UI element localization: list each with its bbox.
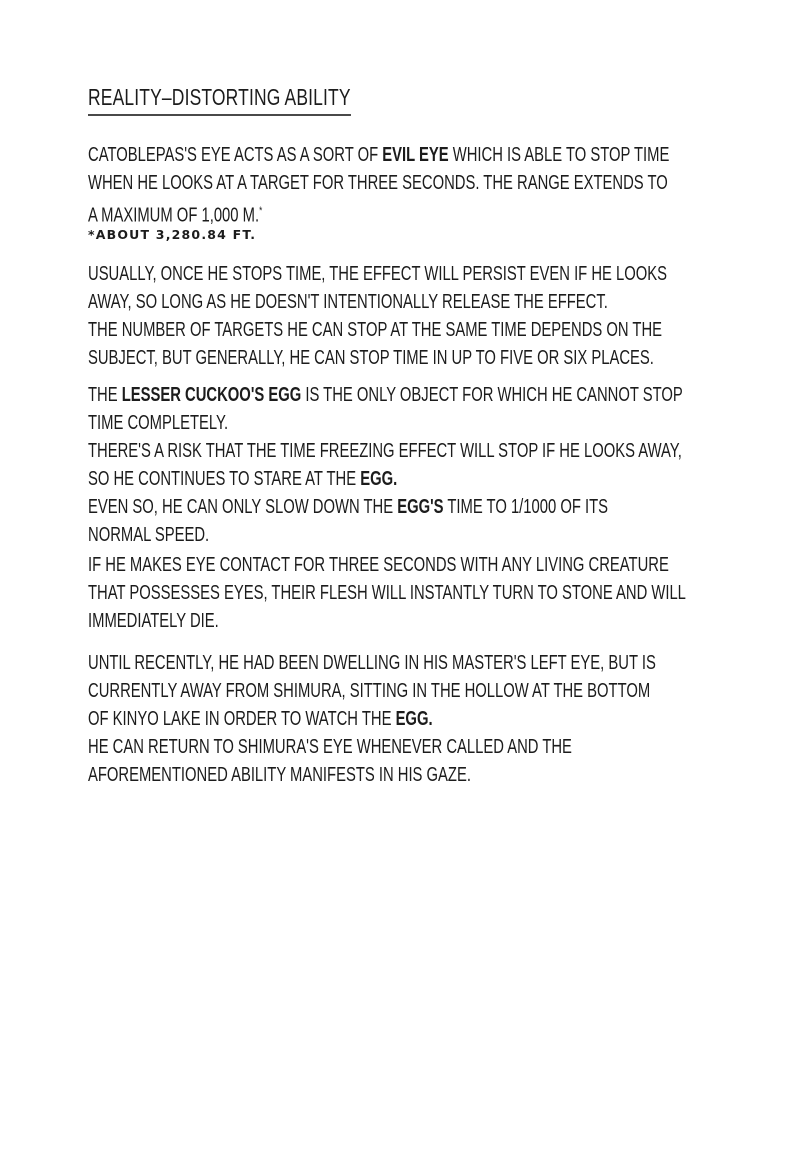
text-line xyxy=(88,705,656,733)
text-line xyxy=(88,169,669,197)
text-segment: THAT POSSESSES EYES, THEIR FLESH WILL INSTANTLY TURN TO STONE AND WILL xyxy=(88,582,686,604)
text-segment: EVIL EYE xyxy=(382,144,449,166)
text-line xyxy=(88,733,656,761)
text-segment: USUALLY, ONCE HE STOPS TIME, THE EFFECT WILL PERSIST EVEN IF HE LOOKS xyxy=(88,263,668,285)
text-line xyxy=(88,437,683,465)
text-line xyxy=(88,381,683,409)
text-line xyxy=(88,579,686,607)
paragraph-lesser-cuckoos-egg xyxy=(88,381,800,549)
text-line xyxy=(88,761,656,789)
text-line xyxy=(88,677,656,705)
text-segment: THE NUMBER OF TARGETS HE CAN STOP AT THE SAME TIME DEPENDS ON THE xyxy=(88,319,663,341)
text-segment: WHICH IS ABLE TO STOP TIME xyxy=(448,144,670,166)
text-segment: UNTIL RECENTLY, HE HAD BEEN DWELLING IN HIS MASTER'S LEFT EYE, BUT IS xyxy=(88,652,656,674)
text-segment: IS THE ONLY OBJECT FOR WHICH HE CANNOT STOP xyxy=(301,384,683,406)
text-line xyxy=(88,551,686,579)
text-segment: CURRENTLY AWAY FROM SHIMURA, SITTING IN THE HOLLOW AT THE BOTTOM xyxy=(88,680,651,702)
section-title-text: REALITY–DISTORTING ABILITY xyxy=(88,84,351,116)
text-segment: OF KINYO LAKE IN ORDER TO WATCH THE xyxy=(88,708,396,730)
text-line xyxy=(88,141,669,169)
paragraph-time-stop-persistence xyxy=(88,260,800,372)
text-segment: TIME COMPLETELY. xyxy=(88,412,229,434)
text-segment: A MAXIMUM OF 1,000 M. xyxy=(88,204,260,227)
text-line xyxy=(88,649,656,677)
text-segment: CATOBLEPAS'S EYE ACTS AS A SORT OF xyxy=(88,144,383,166)
footnote-conversion: *ABOUT 3,280.84 FT. xyxy=(88,227,257,242)
section-title xyxy=(88,84,351,116)
text-segment: IMMEDIATELY DIE. xyxy=(88,610,219,632)
text-line xyxy=(88,607,686,635)
text-segment: EGG. xyxy=(395,708,433,730)
paragraph-evil-eye-intro xyxy=(88,141,800,225)
text-segment: EGG'S xyxy=(397,496,444,518)
text-line xyxy=(88,465,683,493)
text-segment: EGG. xyxy=(360,468,398,490)
text-segment: IF HE MAKES EYE CONTACT FOR THREE SECONDS WITH ANY LIVING CREATURE xyxy=(88,554,669,576)
text-segment: THERE'S A RISK THAT THE TIME FREEZING EFFECT WILL STOP IF HE LOOKS AWAY, xyxy=(88,440,682,462)
text-line xyxy=(88,521,683,549)
text-segment: SUBJECT, BUT GENERALLY, HE CAN STOP TIME IN UP TO FIVE OR SIX PLACES. xyxy=(88,347,654,369)
text-line xyxy=(88,288,667,316)
text-line xyxy=(88,493,683,521)
text-segment: * xyxy=(259,205,263,217)
text-segment: TIME TO 1/1000 OF ITS xyxy=(443,496,609,518)
text-line xyxy=(88,260,667,288)
text-line xyxy=(88,316,667,344)
text-segment: WHEN HE LOOKS AT A TARGET FOR THREE SECONDS. THE RANGE EXTENDS TO xyxy=(88,172,668,194)
text-segment: HE CAN RETURN TO SHIMURA'S EYE WHENEVER CALLED AND THE xyxy=(88,736,572,758)
text-segment: LESSER CUCKOO'S EGG xyxy=(121,384,302,406)
text-segment: SO HE CONTINUES TO STARE AT THE xyxy=(88,468,361,490)
text-segment: AFOREMENTIONED ABILITY MANIFESTS IN HIS GAZE. xyxy=(88,764,471,786)
text-segment: NORMAL SPEED. xyxy=(88,524,210,546)
text-segment: THE xyxy=(88,384,122,406)
text-segment: EVEN SO, HE CAN ONLY SLOW DOWN THE xyxy=(88,496,398,518)
text-segment: AWAY, SO LONG AS HE DOESN'T INTENTIONALLY RELEASE THE EFFECT. xyxy=(88,291,608,313)
text-line xyxy=(88,344,667,372)
paragraph-petrification xyxy=(88,551,800,635)
text-line xyxy=(88,197,669,225)
paragraph-dwelling-location xyxy=(88,649,800,789)
text-line xyxy=(88,409,683,437)
